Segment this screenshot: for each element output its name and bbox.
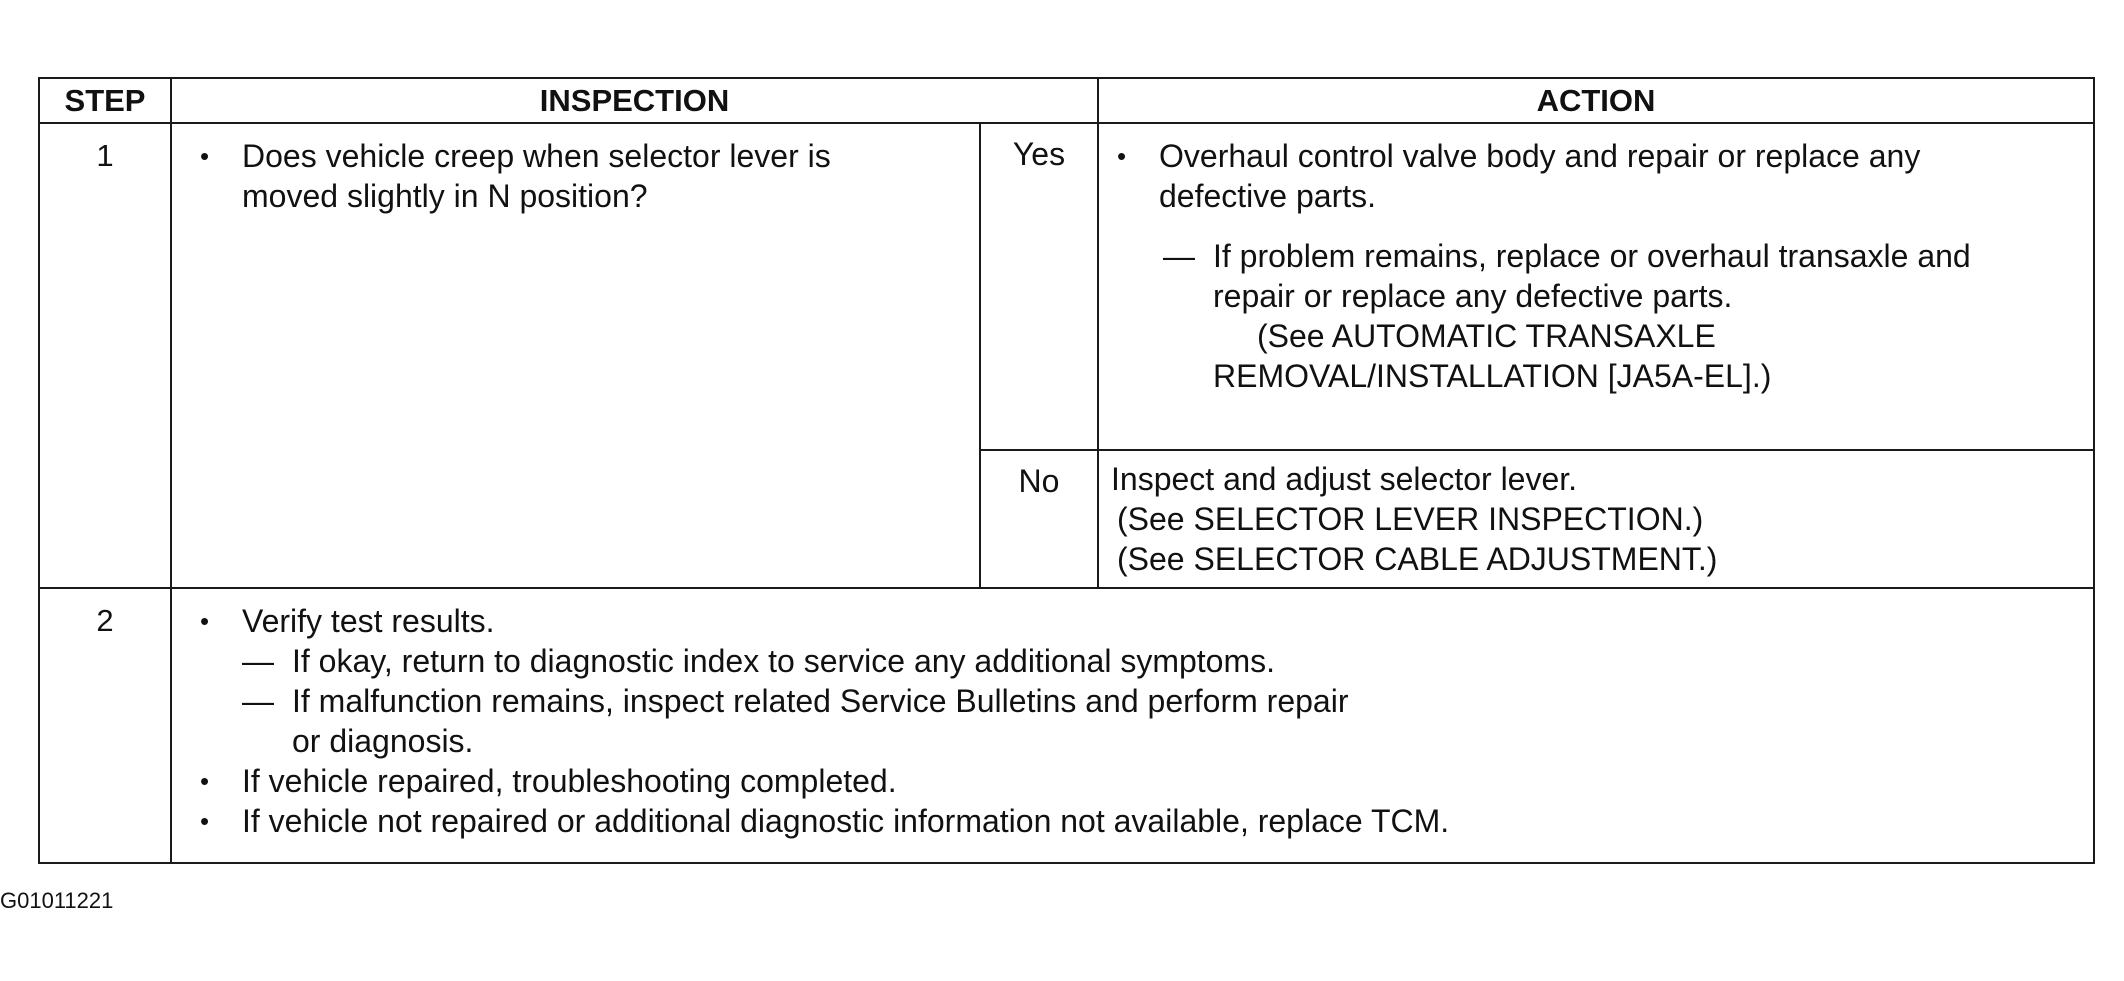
step1-inspection-line2: moved slightly in N position? bbox=[242, 178, 648, 214]
step1-yes-see-line1: (See AUTOMATIC TRANSAXLE bbox=[1257, 318, 1716, 354]
step2-sub2-line2: or diagnosis. bbox=[292, 723, 474, 759]
dash-icon: — bbox=[242, 683, 274, 719]
figure-id: G01011221 bbox=[0, 888, 114, 913]
step2-item-not-repaired bbox=[200, 801, 2083, 841]
step1-yes-action-line1: Overhaul control valve body and repair or replace any bbox=[1159, 138, 1921, 174]
diagnostic-table bbox=[38, 77, 2095, 864]
bullet-icon: • bbox=[200, 806, 210, 836]
step1-yes-sub-line2: repair or replace any defective parts. bbox=[1213, 278, 1733, 314]
step1-no-action bbox=[1098, 450, 2094, 588]
header-row bbox=[39, 78, 2094, 123]
step2-line3: If vehicle not repaired or additional diagnostic information not available, replace TCM. bbox=[242, 803, 1450, 839]
step1-yes-row bbox=[39, 123, 2094, 450]
step1-yes-action-line2: defective parts. bbox=[1159, 178, 1376, 214]
bullet-icon: • bbox=[200, 141, 210, 171]
step1-yes-sub-line1: If problem remains, replace or overhaul transaxle and bbox=[1213, 238, 1971, 274]
step1-inspection bbox=[171, 123, 980, 588]
step1-yes-sub-block bbox=[1117, 236, 2081, 396]
step1-yes-label: Yes bbox=[980, 123, 1098, 450]
step1-yes-action-item bbox=[1117, 136, 2081, 216]
bullet-icon: • bbox=[1117, 141, 1127, 171]
step1-no-label: No bbox=[980, 450, 1098, 588]
dash-icon: — bbox=[242, 643, 274, 679]
step2-row bbox=[39, 588, 2094, 863]
step1-yes-action bbox=[1098, 123, 2094, 450]
step2-sub2-line1: If malfunction remains, inspect related Service Bulletins and perform repair bbox=[292, 683, 1349, 719]
step2-line2: If vehicle repaired, troubleshooting completed. bbox=[242, 763, 897, 799]
step2-content bbox=[171, 588, 2094, 863]
step1-no-action-line3: (See SELECTOR CABLE ADJUSTMENT.) bbox=[1117, 541, 1718, 577]
step2-line1: Verify test results. bbox=[242, 603, 495, 639]
step2-sub-list bbox=[200, 641, 2083, 761]
step1-no-action-line1: Inspect and adjust selector lever. bbox=[1111, 461, 1578, 497]
header-step: STEP bbox=[39, 78, 171, 123]
step2-sub1: If okay, return to diagnostic index to service any additional symptoms. bbox=[292, 643, 1275, 679]
bullet-icon: • bbox=[200, 606, 210, 636]
step1-inspection-line1: Does vehicle creep when selector lever is bbox=[242, 138, 831, 174]
step1-no-action-line2: (See SELECTOR LEVER INSPECTION.) bbox=[1117, 501, 1704, 537]
header-inspection: INSPECTION bbox=[171, 78, 1098, 123]
step1-number: 1 bbox=[39, 123, 171, 588]
step2-number: 2 bbox=[39, 588, 171, 863]
step2-item-repaired bbox=[200, 761, 2083, 801]
header-action: ACTION bbox=[1098, 78, 2094, 123]
bullet-icon: • bbox=[200, 766, 210, 796]
step1-inspection-item bbox=[200, 136, 969, 216]
step1-yes-see-line2: REMOVAL/INSTALLATION [JA5A-EL].) bbox=[1213, 358, 1772, 394]
dash-icon: — bbox=[1163, 238, 1195, 274]
step2-item-verify bbox=[200, 601, 2083, 641]
